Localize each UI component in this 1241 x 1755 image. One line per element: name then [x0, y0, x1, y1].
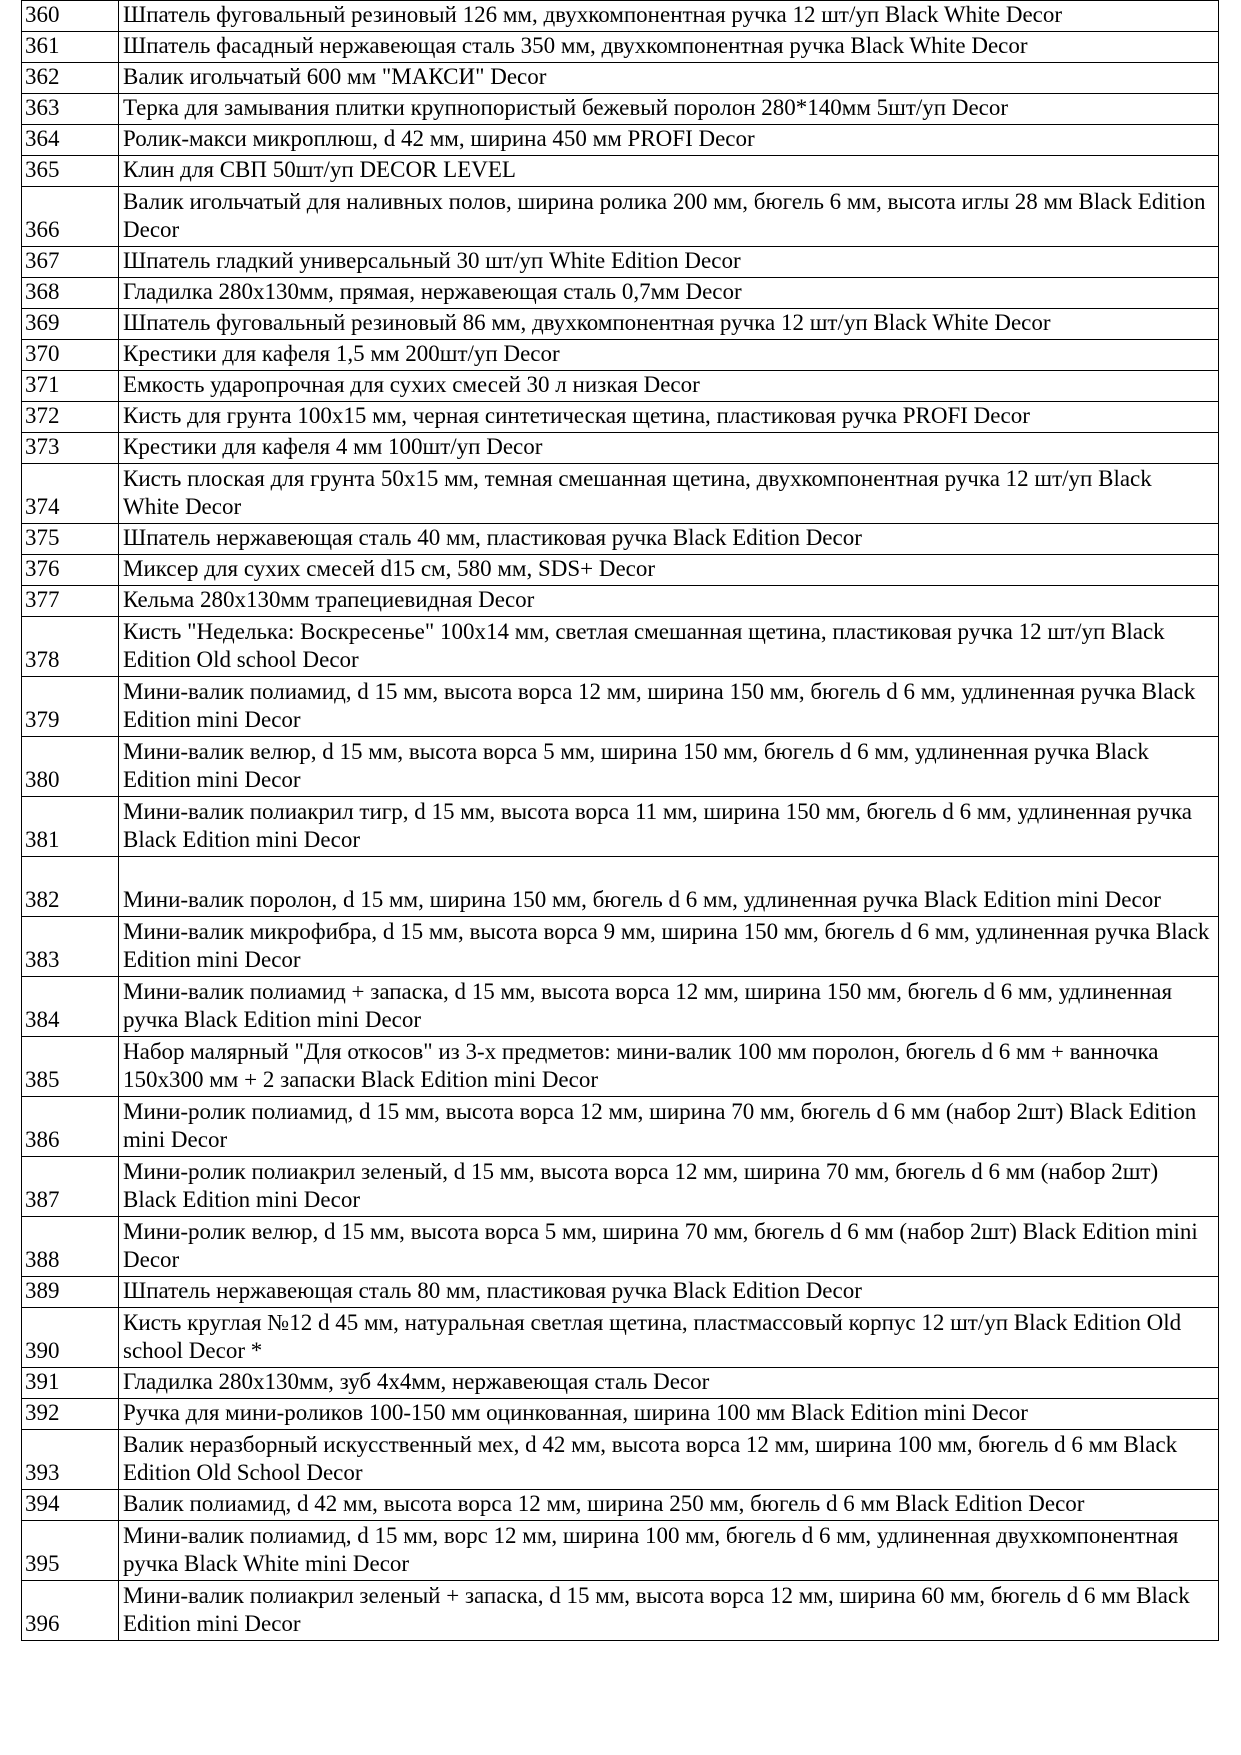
row-description-cell: Кисть "Неделька: Воскресенье" 100х14 мм, светлая смешанная щетина, пластиковая ручка 12 шт/уп Black Edition Old school Decor — [119, 617, 1219, 677]
row-description-cell: Кисть плоская для грунта 50х15 мм, темная смешанная щетина, двухкомпонентная ручка 12 шт/уп Black White Decor — [119, 464, 1219, 524]
row-description-cell: Ручка для мини-роликов 100-150 мм оцинкованная, ширина 100 мм Black Edition mini Decor — [119, 1399, 1219, 1430]
row-number-cell: 362 — [22, 63, 119, 94]
table-row — [22, 63, 1219, 94]
row-description-cell: Ролик-макси микроплюш, d 42 мм, ширина 450 мм PROFI Decor — [119, 125, 1219, 156]
row-number-cell: 389 — [22, 1277, 119, 1308]
row-description-cell: Валик неразборный искусственный мех, d 42 мм, высота ворса 12 мм, ширина 100 мм, бюгель d 6 мм Black Edition Old School Decor — [119, 1430, 1219, 1490]
table-row — [22, 32, 1219, 63]
row-description-cell: Кисть круглая №12 d 45 мм, натуральная светлая щетина, пластмассовый корпус 12 шт/уп Black Edition Old school Decor * — [119, 1308, 1219, 1368]
table-row — [22, 1368, 1219, 1399]
row-number-cell: 368 — [22, 278, 119, 309]
table-row — [22, 340, 1219, 371]
row-number-cell: 370 — [22, 340, 119, 371]
row-description-cell: Мини-валик микрофибра, d 15 мм, высота ворса 9 мм, ширина 150 мм, бюгель d 6 мм, удлиненная ручка Black Edition mini Decor — [119, 917, 1219, 977]
row-number-cell: 376 — [22, 555, 119, 586]
table-row — [22, 917, 1219, 977]
row-number-cell: 360 — [22, 1, 119, 32]
row-number-cell: 365 — [22, 156, 119, 187]
row-description-cell: Шпатель фуговальный резиновый 86 мм, двухкомпонентная ручка 12 шт/уп Black White Decor — [119, 309, 1219, 340]
row-description-cell: Шпатель фасадный нержавеющая сталь 350 мм, двухкомпонентная ручка Black White Decor — [119, 32, 1219, 63]
row-number-cell: 375 — [22, 524, 119, 555]
table-row — [22, 433, 1219, 464]
row-number-cell: 393 — [22, 1430, 119, 1490]
row-description-cell: Гладилка 280х130мм, зуб 4х4мм, нержавеющая сталь Decor — [119, 1368, 1219, 1399]
row-description-cell: Шпатель нержавеющая сталь 40 мм, пластиковая ручка Black Edition Decor — [119, 524, 1219, 555]
table-row — [22, 737, 1219, 797]
row-description-cell: Набор малярный "Для откосов" из 3-х предметов: мини-валик 100 мм поролон, бюгель d 6 мм + ванночка 150х300 мм + 2 запаски Black Edition mini Decor — [119, 1037, 1219, 1097]
table-row — [22, 1277, 1219, 1308]
row-number-cell: 382 — [22, 857, 119, 917]
row-description-cell: Мини-ролик полиамид, d 15 мм, высота ворса 12 мм, ширина 70 мм, бюгель d 6 мм (набор 2шт) Black Edition mini Decor — [119, 1097, 1219, 1157]
row-number-cell: 377 — [22, 586, 119, 617]
row-number-cell: 384 — [22, 977, 119, 1037]
row-number-cell: 363 — [22, 94, 119, 125]
row-number-cell: 364 — [22, 125, 119, 156]
row-description-cell: Емкость ударопрочная для сухих смесей 30 л низкая Decor — [119, 371, 1219, 402]
table-row — [22, 278, 1219, 309]
row-number-cell: 392 — [22, 1399, 119, 1430]
row-number-cell: 379 — [22, 677, 119, 737]
table-row — [22, 1430, 1219, 1490]
table-row — [22, 247, 1219, 278]
row-number-cell: 390 — [22, 1308, 119, 1368]
row-description-cell: Мини-валик полиамид + запаска, d 15 мм, высота ворса 12 мм, ширина 150 мм, бюгель d 6 мм, удлиненная ручка Black Edition mini Decor — [119, 977, 1219, 1037]
row-number-cell: 394 — [22, 1490, 119, 1521]
table-row — [22, 1399, 1219, 1430]
row-number-cell: 396 — [22, 1581, 119, 1641]
row-number-cell: 385 — [22, 1037, 119, 1097]
row-description-cell: Мини-валик поролон, d 15 мм, ширина 150 мм, бюгель d 6 мм, удлиненная ручка Black Edition mini Decor — [119, 857, 1219, 917]
row-number-cell: 380 — [22, 737, 119, 797]
row-number-cell: 386 — [22, 1097, 119, 1157]
row-description-cell: Кисть для грунта 100х15 мм, черная синтетическая щетина, пластиковая ручка PROFI Decor — [119, 402, 1219, 433]
row-description-cell: Мини-ролик велюр, d 15 мм, высота ворса 5 мм, ширина 70 мм, бюгель d 6 мм (набор 2шт) Black Edition mini Decor — [119, 1217, 1219, 1277]
row-description-cell: Мини-валик полиакрил зеленый + запаска, d 15 мм, высота ворса 12 мм, ширина 60 мм, бюгель d 6 мм Black Edition mini Decor — [119, 1581, 1219, 1641]
row-description-cell: Валик игольчатый 600 мм "МАКСИ" Decor — [119, 63, 1219, 94]
row-number-cell: 374 — [22, 464, 119, 524]
table-row — [22, 1490, 1219, 1521]
row-description-cell: Крестики для кафеля 4 мм 100шт/уп Decor — [119, 433, 1219, 464]
table-row — [22, 1097, 1219, 1157]
row-number-cell: 372 — [22, 402, 119, 433]
row-description-cell: Валик игольчатый для наливных полов, ширина ролика 200 мм, бюгель 6 мм, высота иглы 28 мм Black Edition Decor — [119, 187, 1219, 247]
product-table-body — [22, 1, 1219, 1641]
row-description-cell: Крестики для кафеля 1,5 мм 200шт/уп Decor — [119, 340, 1219, 371]
row-description-cell: Гладилка 280х130мм, прямая, нержавеющая сталь 0,7мм Decor — [119, 278, 1219, 309]
table-row — [22, 857, 1219, 917]
table-row — [22, 1, 1219, 32]
row-number-cell: 395 — [22, 1521, 119, 1581]
row-number-cell: 391 — [22, 1368, 119, 1399]
row-description-cell: Кельма 280х130мм трапециевидная Decor — [119, 586, 1219, 617]
table-row — [22, 187, 1219, 247]
row-number-cell: 369 — [22, 309, 119, 340]
row-description-cell: Мини-валик полиамид, d 15 мм, высота ворса 12 мм, ширина 150 мм, бюгель d 6 мм, удлиненная ручка Black Edition mini Decor — [119, 677, 1219, 737]
table-row — [22, 797, 1219, 857]
row-number-cell: 388 — [22, 1217, 119, 1277]
table-row — [22, 125, 1219, 156]
row-description-cell: Миксер для сухих смесей d15 см, 580 мм, SDS+ Decor — [119, 555, 1219, 586]
product-table — [21, 0, 1219, 1641]
row-number-cell: 367 — [22, 247, 119, 278]
row-number-cell: 366 — [22, 187, 119, 247]
table-row — [22, 94, 1219, 125]
row-description-cell: Терка для замывания плитки крупнопористый бежевый поролон 280*140мм 5шт/уп Decor — [119, 94, 1219, 125]
table-row — [22, 1157, 1219, 1217]
row-description-cell: Шпатель фуговальный резиновый 126 мм, двухкомпонентная ручка 12 шт/уп Black White Decor — [119, 1, 1219, 32]
table-row — [22, 371, 1219, 402]
table-row — [22, 524, 1219, 555]
table-row — [22, 586, 1219, 617]
table-row — [22, 464, 1219, 524]
row-number-cell: 387 — [22, 1157, 119, 1217]
row-description-cell: Мини-ролик полиакрил зеленый, d 15 мм, высота ворса 12 мм, ширина 70 мм, бюгель d 6 мм (набор 2шт) Black Edition mini Decor — [119, 1157, 1219, 1217]
row-description-cell: Мини-валик велюр, d 15 мм, высота ворса 5 мм, ширина 150 мм, бюгель d 6 мм, удлиненная ручка Black Edition mini Decor — [119, 737, 1219, 797]
table-row — [22, 402, 1219, 433]
table-row — [22, 677, 1219, 737]
row-number-cell: 373 — [22, 433, 119, 464]
table-row — [22, 555, 1219, 586]
table-row — [22, 156, 1219, 187]
row-number-cell: 371 — [22, 371, 119, 402]
row-number-cell: 361 — [22, 32, 119, 63]
row-description-cell: Шпатель гладкий универсальный 30 шт/уп White Edition Decor — [119, 247, 1219, 278]
row-description-cell: Мини-валик полиакрил тигр, d 15 мм, высота ворса 11 мм, ширина 150 мм, бюгель d 6 мм, удлиненная ручка Black Edition mini Decor — [119, 797, 1219, 857]
product-table-sheet — [21, 0, 1219, 1641]
row-number-cell: 381 — [22, 797, 119, 857]
table-row — [22, 977, 1219, 1037]
row-number-cell: 383 — [22, 917, 119, 977]
row-description-cell: Клин для СВП 50шт/уп DECOR LEVEL — [119, 156, 1219, 187]
table-row — [22, 1037, 1219, 1097]
table-row — [22, 1521, 1219, 1581]
table-row — [22, 617, 1219, 677]
row-description-cell: Мини-валик полиамид, d 15 мм, ворс 12 мм, ширина 100 мм, бюгель d 6 мм, удлиненная двухкомпонентная ручка Black White mini Decor — [119, 1521, 1219, 1581]
row-number-cell: 378 — [22, 617, 119, 677]
row-description-cell: Валик полиамид, d 42 мм, высота ворса 12 мм, ширина 250 мм, бюгель d 6 мм Black Edition Decor — [119, 1490, 1219, 1521]
table-row — [22, 309, 1219, 340]
table-row — [22, 1217, 1219, 1277]
table-row — [22, 1581, 1219, 1641]
row-description-cell: Шпатель нержавеющая сталь 80 мм, пластиковая ручка Black Edition Decor — [119, 1277, 1219, 1308]
table-row — [22, 1308, 1219, 1368]
